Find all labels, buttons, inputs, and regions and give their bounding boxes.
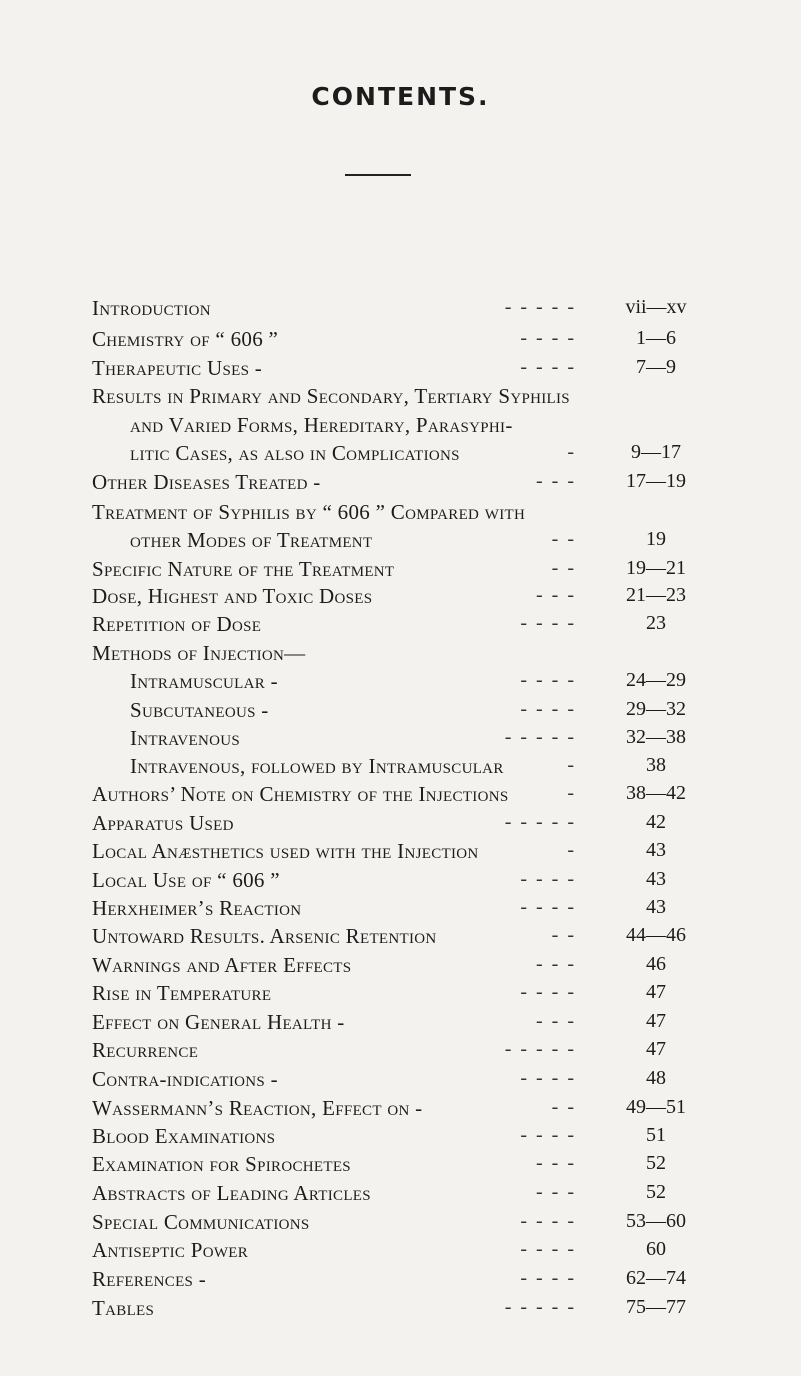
toc-entry: [0, 1152, 801, 1178]
toc-leader-dashes: - - -: [536, 1181, 576, 1203]
toc-leader-dashes: -: [567, 441, 576, 463]
toc-leader-dashes: -: [567, 754, 576, 776]
toc-entry: [0, 1238, 801, 1264]
toc-entry-page: 43: [646, 896, 666, 918]
toc-entry: [0, 981, 801, 1007]
toc-leader-dashes: - -: [551, 528, 576, 550]
toc-entry-title: Intravenous, followed by Intramuscular: [130, 754, 504, 778]
heading-rule: [345, 174, 411, 176]
toc-entry-page: 44—46: [626, 924, 686, 946]
toc-entry-title: Apparatus Used: [92, 811, 234, 835]
toc-entry-title: litic Cases, as also in Complications: [130, 441, 460, 465]
toc-entry: [0, 327, 801, 353]
toc-entry: [0, 557, 801, 583]
toc-entry-title: Wassermann’s Reaction, Effect on -: [92, 1096, 423, 1120]
toc-leader-dashes: - - - -: [520, 1124, 576, 1146]
toc-leader-dashes: - - - - -: [504, 1296, 576, 1318]
toc-leader-dashes: - -: [551, 1096, 576, 1118]
toc-entry: [0, 584, 801, 610]
toc-entry: [0, 811, 801, 837]
toc-entry: [0, 1296, 801, 1322]
toc-entry-title: Special Communications: [92, 1210, 310, 1234]
toc-entry-page: 43: [646, 839, 666, 861]
toc-leader-dashes: - - - -: [520, 1067, 576, 1089]
toc-entry-title: Contra-indications -: [92, 1067, 278, 1091]
toc-leader-dashes: - - - -: [520, 698, 576, 720]
toc-entry: [0, 441, 801, 467]
toc-entry-title: Herxheimer’s Reaction: [92, 896, 302, 920]
toc-entry-title: and Varied Forms, Hereditary, Parasyphi-: [130, 413, 513, 437]
toc-entry-page: 42: [646, 811, 666, 833]
toc-entry-title: Abstracts of Leading Articles: [92, 1181, 371, 1205]
toc-entry-title: Intramuscular -: [130, 669, 278, 693]
toc-entry: [0, 924, 801, 950]
toc-leader-dashes: - - - - -: [504, 296, 576, 318]
toc-entry-page: 24—29: [626, 669, 686, 691]
toc-entry-page: 49—51: [626, 1096, 686, 1118]
toc-leader-dashes: - - - -: [520, 896, 576, 918]
toc-entry: [0, 726, 801, 752]
toc-entry-page: 32—38: [626, 726, 686, 748]
toc-entry: [0, 1181, 801, 1207]
toc-entry: [0, 669, 801, 695]
toc-entry-title: Untoward Results. Arsenic Retention: [92, 924, 437, 948]
toc-entry: [0, 698, 801, 724]
toc-entry-page: 17—19: [626, 470, 686, 492]
toc-entry-title: Authors’ Note on Chemistry of the Injections: [92, 782, 509, 806]
toc-entry: [0, 528, 801, 554]
toc-entry: [0, 612, 801, 638]
toc-entry: [0, 296, 801, 322]
toc-entry-page: 21—23: [626, 584, 686, 606]
toc-entry-page: 19: [646, 528, 666, 550]
toc-entry: [0, 470, 801, 496]
toc-entry-title: Local Anæsthetics used with the Injection: [92, 839, 479, 863]
toc-entry-page: 9—17: [631, 441, 681, 463]
toc-leader-dashes: - - - -: [520, 1238, 576, 1260]
toc-entry: [0, 641, 801, 667]
toc-leader-dashes: - - - -: [520, 612, 576, 634]
toc-entry: [0, 1267, 801, 1293]
toc-leader-dashes: - - - -: [520, 1267, 576, 1289]
toc-entry: [0, 1096, 801, 1122]
toc-entry: [0, 1210, 801, 1236]
toc-entry-title: Therapeutic Uses -: [92, 356, 263, 380]
toc-entry-title: Methods of Injection—: [92, 641, 306, 665]
toc-entry-title: Rise in Temperature: [92, 981, 272, 1005]
toc-entry: [0, 782, 801, 808]
toc-entry: [0, 754, 801, 780]
toc-entry-title: Effect on General Health -: [92, 1010, 345, 1034]
toc-entry-title: Results in Primary and Secondary, Tertiary Syphilis: [92, 384, 570, 408]
toc-leader-dashes: - - -: [536, 1010, 576, 1032]
toc-leader-dashes: - - - - -: [504, 726, 576, 748]
toc-entry: [0, 384, 801, 410]
toc-leader-dashes: - - -: [536, 1152, 576, 1174]
toc-entry: [0, 839, 801, 865]
toc-entry-page: vii—xv: [625, 296, 687, 318]
toc-leader-dashes: - - - -: [520, 868, 576, 890]
toc-entry-title: Intravenous: [130, 726, 241, 750]
toc-entry-title: Dose, Highest and Toxic Doses: [92, 584, 373, 608]
toc-entry-title: Repetition of Dose: [92, 612, 262, 636]
toc-leader-dashes: -: [567, 782, 576, 804]
toc-entry: [0, 413, 801, 439]
toc-leader-dashes: - - - -: [520, 1210, 576, 1232]
toc-leader-dashes: - - -: [536, 470, 576, 492]
toc-leader-dashes: - - - -: [520, 327, 576, 349]
toc-entry-page: 19—21: [626, 557, 686, 579]
toc-leader-dashes: - - - -: [520, 981, 576, 1003]
toc-entry-title: Blood Examinations: [92, 1124, 276, 1148]
toc-entry: [0, 1010, 801, 1036]
toc-entry-title: Introduction: [92, 296, 211, 320]
toc-entry-page: 52: [646, 1152, 666, 1174]
toc-entry-page: 29—32: [626, 698, 686, 720]
toc-leader-dashes: - - - - -: [504, 811, 576, 833]
toc-entry-page: 51: [646, 1124, 666, 1146]
toc-leader-dashes: - - -: [536, 953, 576, 975]
toc-entry-page: 53—60: [626, 1210, 686, 1232]
toc-entry-page: 43: [646, 868, 666, 890]
toc-entry: [0, 896, 801, 922]
toc-leader-dashes: - -: [551, 557, 576, 579]
toc-entry-page: 23: [646, 612, 666, 634]
toc-entry-title: Chemistry of “ 606 ”: [92, 327, 279, 351]
toc-entry-title: Antiseptic Power: [92, 1238, 249, 1262]
toc-entry: [0, 356, 801, 382]
toc-leader-dashes: -: [567, 839, 576, 861]
toc-entry-title: References -: [92, 1267, 207, 1291]
toc-entry: [0, 868, 801, 894]
toc-entry-title: Other Diseases Treated -: [92, 470, 321, 494]
toc-entry-title: Warnings and After Effects: [92, 953, 352, 977]
toc-leader-dashes: - - - -: [520, 356, 576, 378]
toc-leader-dashes: - - - -: [520, 669, 576, 691]
toc-entry-page: 47: [646, 1010, 666, 1032]
toc-leader-dashes: - - - - -: [504, 1038, 576, 1060]
toc-entry-title: Specific Nature of the Treatment: [92, 557, 395, 581]
contents-heading: CONTENTS.: [311, 82, 490, 111]
toc-entry: [0, 1067, 801, 1093]
toc-entry: [0, 1038, 801, 1064]
toc-entry-page: 1—6: [636, 327, 676, 349]
toc-entry-page: 52: [646, 1181, 666, 1203]
toc-entry-title: other Modes of Treatment: [130, 528, 373, 552]
toc-entry-page: 62—74: [626, 1267, 686, 1289]
toc-entry-page: 7—9: [636, 356, 676, 378]
toc-entry-page: 75—77: [626, 1296, 686, 1318]
toc-entry-page: 46: [646, 953, 666, 975]
toc-leader-dashes: - - -: [536, 584, 576, 606]
toc-entry-title: Subcutaneous -: [130, 698, 269, 722]
toc-entry-page: 38: [646, 754, 666, 776]
toc-entry: [0, 1124, 801, 1150]
toc-entry-title: Treatment of Syphilis by “ 606 ” Compared with: [92, 500, 526, 524]
toc-entry-page: 47: [646, 981, 666, 1003]
toc-entry-page: 48: [646, 1067, 666, 1089]
toc-entry-title: Examination for Spirochetes: [92, 1152, 351, 1176]
toc-entry-title: Local Use of “ 606 ”: [92, 868, 280, 892]
toc-entry-title: Tables: [92, 1296, 155, 1320]
toc-entry-page: 60: [646, 1238, 666, 1260]
toc-entry: [0, 953, 801, 979]
toc-entry-page: 47: [646, 1038, 666, 1060]
toc-leader-dashes: - -: [551, 924, 576, 946]
toc-entry: [0, 500, 801, 526]
toc-entry-title: Recurrence: [92, 1038, 199, 1062]
toc-entry-page: 38—42: [626, 782, 686, 804]
